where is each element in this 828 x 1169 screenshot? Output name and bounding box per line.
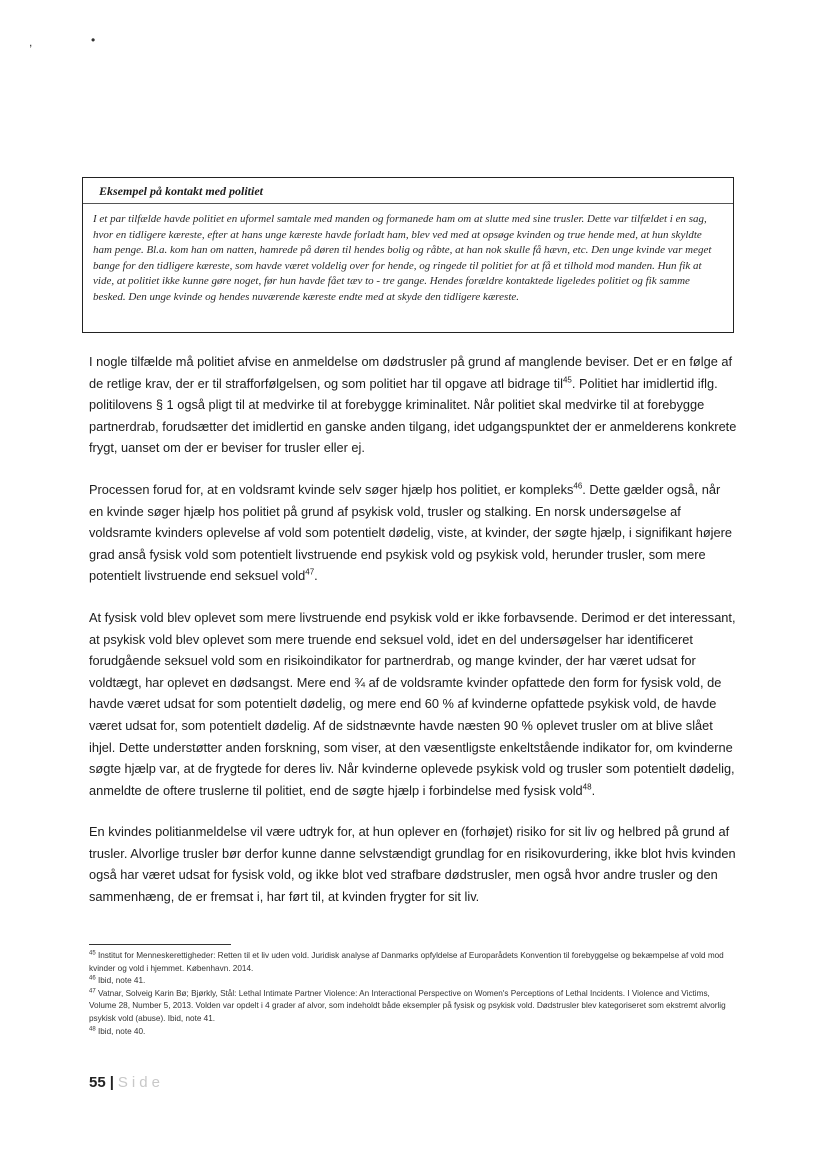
body-text xyxy=(89,351,737,928)
footnote xyxy=(89,988,737,1026)
example-box-title: Eksempel på kontakt med politiet xyxy=(83,184,733,204)
footnote-number: 45 xyxy=(89,950,96,957)
scan-mark: , xyxy=(29,35,33,49)
footnote xyxy=(89,975,737,988)
page-footer xyxy=(89,1074,164,1091)
footnote-ref[interactable]: 47 xyxy=(305,568,315,578)
footnote-text: Vatnar, Solveig Karin Bø; Bjørkly, Stål: Lethal Intimate Partner Violence: An Interactional Perspective on Women's Perceptions of Lethal Incidents. I Violence and Victims, Volume 28, Number 5, 2013. Volden var opdelt i 4 grader af alvor, som indeholdt både eksempler på fysisk og psykisk vold. Dødstrusler blev kategoriseret som ekstremt alvorlig psykisk vold (abuse). Ibid, note 41. xyxy=(89,988,726,1023)
paragraph xyxy=(89,351,737,459)
scan-mark: • xyxy=(91,33,96,47)
paragraph-text: . Dette gælder også, når en kvinde søger hjælp hos politiet på grund af psykisk vold, trusler og stalking. En norsk undersøgelse af voldsramte kvinders oplevelse af vold som potentielt dødelig, viste, at kvinder, der søgte hjælp, i signifikant højere grad anså fysisk vold som potentielt livstruende end psykisk vold og psykisk vold, herunder trusler, som mere potentielt livstruende end seksuel vold xyxy=(89,481,732,584)
footnote-text: Ibid, note 40. xyxy=(97,1026,146,1036)
footnote-ref[interactable]: 48 xyxy=(582,782,592,792)
footnote xyxy=(89,950,737,975)
footnote-text: Institut for Menneskerettigheder: Retten til et liv uden vold. Juridisk analyse af Danmarks opfyldelse af Europarådets Konvention til forebyggelse og bekæmpelse af vold mod kvinder og vold i hjemmet. København. 2014. xyxy=(89,951,724,973)
footnote-number: 48 xyxy=(89,1025,96,1032)
footnote-ref[interactable]: 45 xyxy=(562,375,572,385)
paragraph xyxy=(89,479,737,587)
footnote-text: Ibid, note 41. xyxy=(97,976,146,986)
footnote-ref[interactable]: 46 xyxy=(573,481,583,491)
paragraph-text: At fysisk vold blev oplevet som mere livstruende end psykisk vold er ikke forbavsende. Derimod er det interessant, at psykisk vold blev oplevet som mere truende end seksuel vold, idet en del undersøgelser har identificeret forudgående seksuel vold som en risikoindikator for partnerdrab, og mange kvinder, der har været udsat for voldtægt, har oplevet en dødsangst. Mere end ¾ af de voldsramte kvinder opfattede den form for fysisk vold, de havde været udsat for som potentielt dødelig, og mere end 60 % af kvinderne opfattede psykisk vold, de havde været udsat for, som potentielt dødelig. Af de sidstnævnte havde næsten 90 % oplevet trusler om at blive slået ihjel. Dette understøtter anden forskning, som viser, at den væsentligste enkeltstående indikator for, om kvinderne søgte hjælp var, at de frygtede for deres liv. Når kvinderne oplevede psykisk vold og trusler som potentielt dødelig, anmeldte de oftere truslerne til politiet, end de søgte hjælp i forbindelse med fysisk vold xyxy=(89,609,736,798)
page-number: 55 xyxy=(89,1074,106,1091)
page-label: Side xyxy=(117,1074,164,1091)
paragraph xyxy=(89,821,737,907)
page-separator: | xyxy=(109,1074,114,1091)
paragraph xyxy=(89,607,737,801)
footnote-number: 47 xyxy=(89,988,96,995)
paragraph-text: . Politiet har imidlertid iflg. politilovens § 1 også pligt til at medvirke til at forebygge kriminalitet. Når politiet skal medvirke til at forebygge partnerdrab, forudsætter det imidlertid en ganske anden tilgang, idet udgangspunktet der er anmelderens konkrete frygt, uanset om der er beviser for trusler eller ej. xyxy=(89,375,737,456)
footnote-divider xyxy=(89,944,231,945)
example-box-text: I et par tilfælde havde politiet en uformel samtale med manden og formanede ham om at slutte med sine trusler. Dette var tilfældet i en sag, hvor en tidligere kæreste, efter at hans unge kæreste havde forladt ham, blev ved med at opsøge kvinden og true hende med, at hun skyldte ham penge. Bl.a. kom han om natten, hamrede på døren til hendes bolig og råbte, at han nok skulle få hævn, etc. Den unge kvinde var meget bange for den tidligere kæreste, som havde været voldelig over for hende, og ringede til politiet for at få et tilhold mod manden. Hun fik at vide, at politiet ikke kunne gøre noget, før hun havde fået tæv to - tre gange. Hendes forældre kontaktede ligeledes politiet og fik samme besked. Den unge kvinde og hendes nuværende kæreste endte med at skyde den tidligere kæreste. xyxy=(93,213,712,303)
footnotes xyxy=(89,950,737,1038)
footnote xyxy=(89,1026,737,1039)
example-box xyxy=(82,177,734,333)
paragraph-text: . xyxy=(314,568,318,584)
footnote-number: 46 xyxy=(89,975,96,982)
paragraph-text: . xyxy=(591,782,596,798)
paragraph-text: I nogle tilfælde må politiet afvise en anmeldelse om dødstrusler på grund af manglende beviser. Det er en følge af de retlige krav, der er til strafforfølgelsen, og som politiet har til opgave atl bidrage til xyxy=(89,354,733,391)
paragraph-text: Processen forud for, at en voldsramt kvinde selv søger hjælp hos politiet, er kompleks xyxy=(89,481,574,497)
paragraph-text: En kvindes politianmeldelse vil være udtryk for, at hun oplever en (forhøjet) risiko for sit liv og helbred på grund af trusler. Alvorlige trusler bør derfor kunne danne selvstændigt grundlag for en risikovurdering, ikke blot hvis kvinden også har været udsat for fysisk vold, og ikke blot ved strafbare dødstrusler, men også hvor andre trusler og den sammenhæng, de er fremsat i, har ført til, at kvinden frygter for sit liv. xyxy=(89,824,736,905)
